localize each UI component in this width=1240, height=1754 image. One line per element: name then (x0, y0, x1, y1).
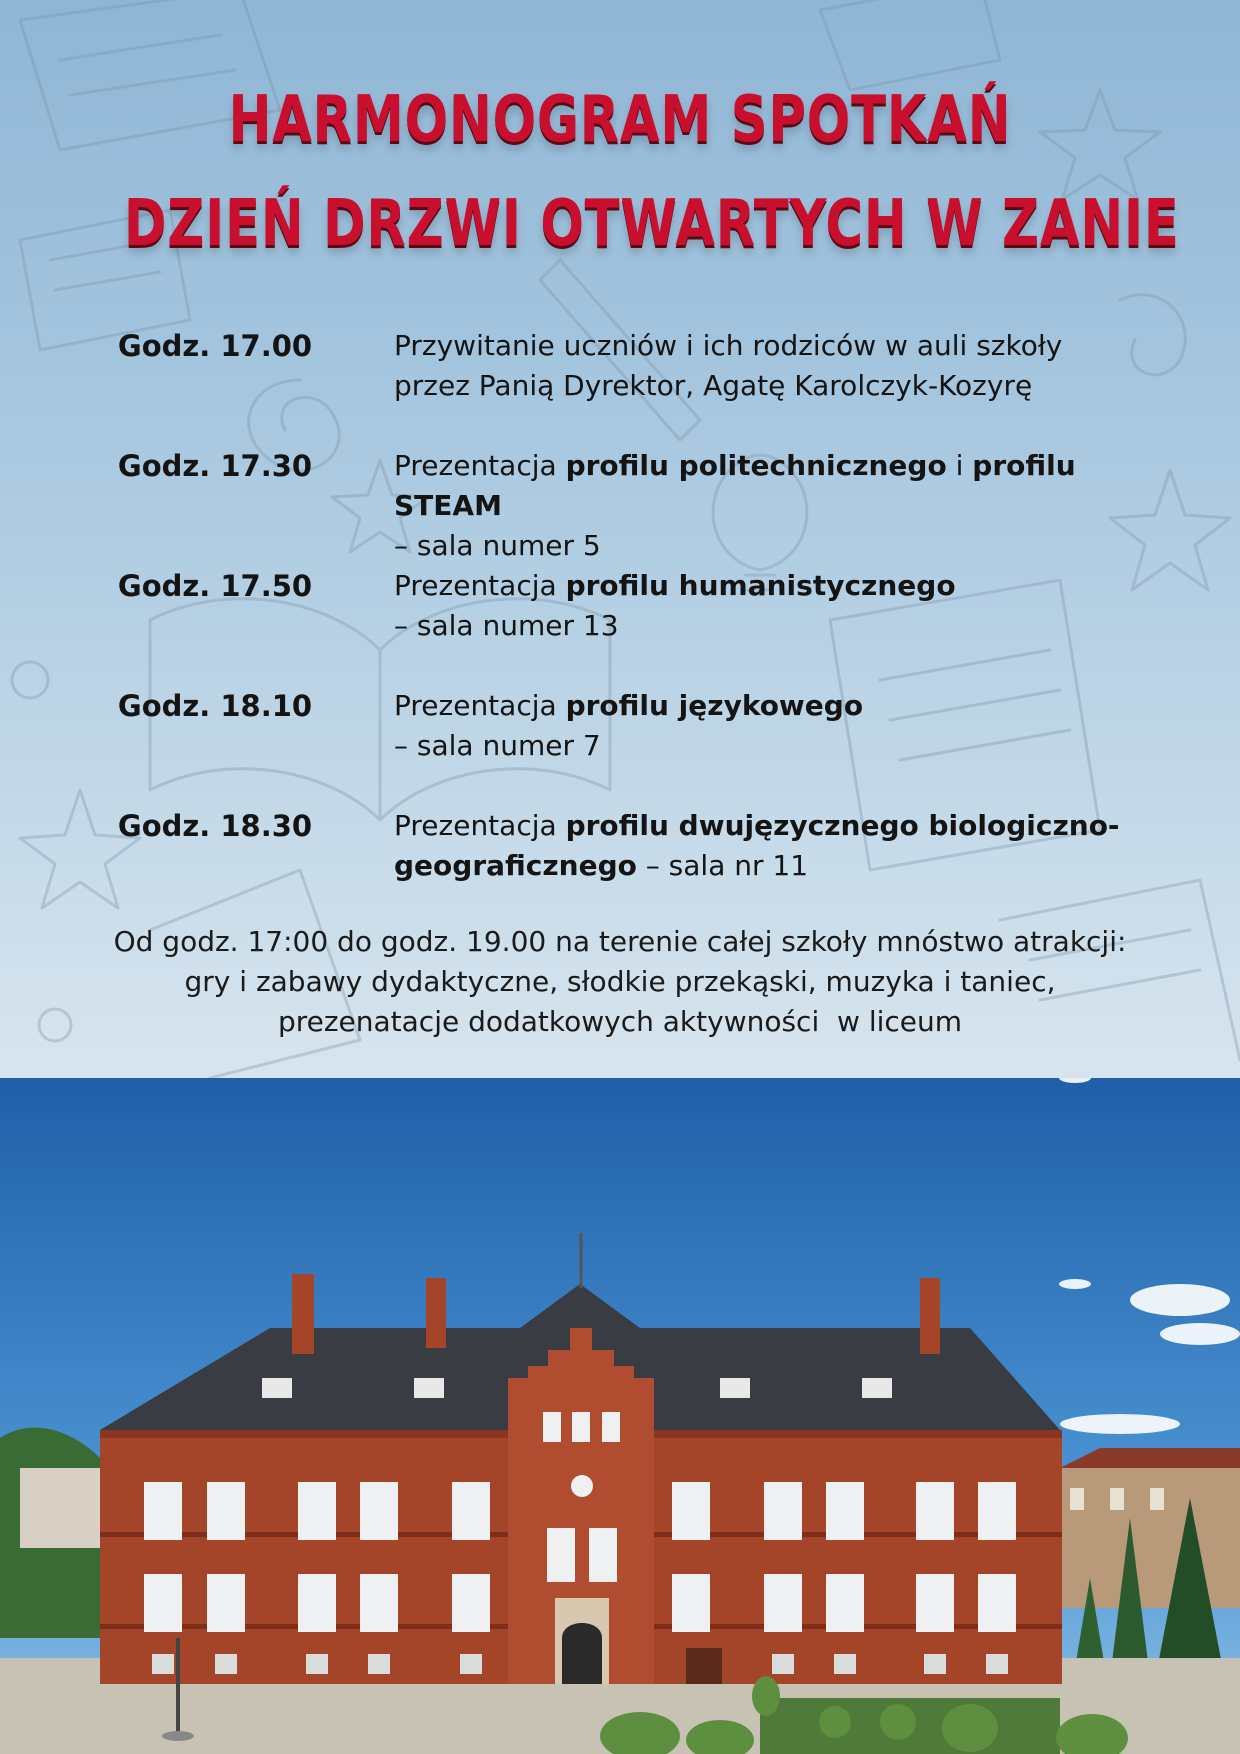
title-line-2: DZIEŃ DRZWI OTWARTYCH W ZANIE (124, 187, 1180, 261)
schedule-description: Prezentacja profilu dwujęzycznego biologiczno- geograficznego – sala nr 11 (394, 809, 1120, 882)
schedule-description: Prezentacja profilu politechnicznego i profilu STEAM – sala numer 5 (394, 449, 1076, 562)
note-line-2: gry i zabawy dydaktyczne, słodkie przekąski, muzyka i taniec, (184, 965, 1056, 998)
school-building-illustration (0, 1078, 1240, 1754)
poster-header (0, 68, 1240, 276)
note-line-1: Od godz. 17:00 do godz. 19.00 na terenie całej szkoły mnóstwo atrakcji: (113, 925, 1127, 958)
schedule-time: Godz. 18.10 (117, 689, 313, 723)
schedule-description: Prezentacja profilu językowego – sala numer 7 (394, 689, 864, 762)
schedule-time: Godz. 18.30 (117, 809, 313, 843)
schedule-description: Prezentacja profilu humanistycznego – sala numer 13 (394, 569, 956, 642)
school-building-photo (0, 1078, 1240, 1754)
schedule-time: Godz. 17.50 (117, 569, 313, 603)
note-line-3: prezenatacje dodatkowych aktywności w liceum (277, 1005, 963, 1038)
schedule-description: Przywitanie uczniów i ich rodziców w auli szkoły przez Panią Dyrektor, Agatę Karolczyk-Kozyrę (394, 329, 1063, 402)
schedule-time: Godz. 17.30 (117, 449, 313, 483)
title-line-1: HARMONOGRAM SPOTKAŃ (228, 83, 1012, 157)
schedule-time: Godz. 17.00 (117, 329, 313, 363)
attractions-note (60, 922, 1180, 1042)
